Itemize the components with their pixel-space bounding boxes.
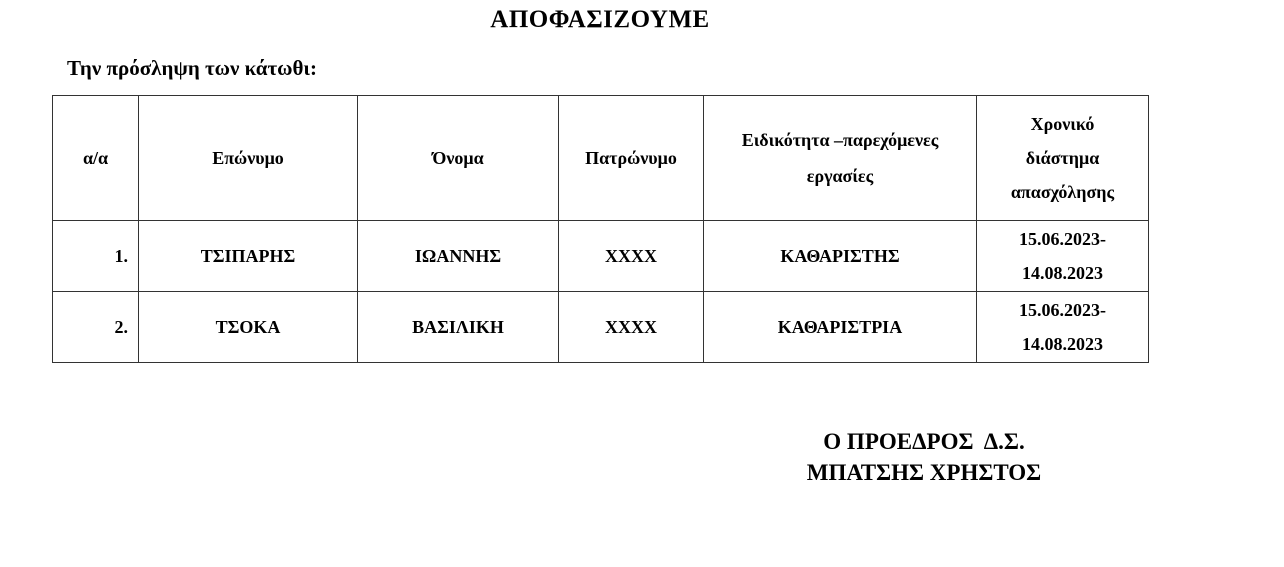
row-period (977, 221, 1149, 292)
header-period-line3: απασχόλησης (1010, 182, 1115, 202)
row-patronymic: ΧΧΧΧ (559, 221, 704, 292)
row-aa: 2. (53, 292, 139, 363)
row-surname: ΤΣΙΠΑΡΗΣ (139, 221, 358, 292)
row-period-end: 14.08.2023 (1022, 334, 1103, 354)
header-aa: α/α (53, 96, 139, 221)
signature-name: ΜΠΑΤΣΗΣ ΧΡΗΣΤΟΣ (806, 460, 1042, 485)
header-name: Όνομα (358, 96, 559, 221)
table-row (53, 221, 1149, 292)
intro-text: Την πρόσληψη των κάτωθι: (67, 56, 317, 80)
table-header-row (53, 96, 1149, 221)
header-specialty-text: Ειδικότητα –παρεχόμενες εργασίες (741, 130, 939, 186)
row-period-start: 15.06.2023- (1019, 229, 1106, 249)
header-specialty (704, 96, 977, 221)
signature-title: Ο ΠΡΟΕΔΡΟΣ Δ.Σ. (823, 429, 1025, 454)
row-name: ΙΩΑΝΝΗΣ (358, 221, 559, 292)
row-name: ΒΑΣΙΛΙΚΗ (358, 292, 559, 363)
header-surname: Επώνυμο (139, 96, 358, 221)
document-heading: ΑΠΟΦΑΣΙΖΟΥΜΕ (490, 6, 710, 33)
signature-block (760, 426, 1088, 488)
table-row (53, 292, 1149, 363)
header-period (977, 96, 1149, 221)
row-period (977, 292, 1149, 363)
row-period-end: 14.08.2023 (1022, 263, 1103, 283)
row-period-start: 15.06.2023- (1019, 300, 1106, 320)
row-specialty: ΚΑΘΑΡΙΣΤΗΣ (704, 221, 977, 292)
header-patronymic: Πατρώνυμο (559, 96, 704, 221)
row-patronymic: ΧΧΧΧ (559, 292, 704, 363)
header-period-line1: Χρονικό (1030, 114, 1095, 134)
row-surname: ΤΣΟΚΑ (139, 292, 358, 363)
row-aa: 1. (53, 221, 139, 292)
hires-table (52, 95, 1149, 363)
header-period-line2: διάστημα (1025, 148, 1100, 168)
row-specialty: ΚΑΘΑΡΙΣΤΡΙΑ (704, 292, 977, 363)
